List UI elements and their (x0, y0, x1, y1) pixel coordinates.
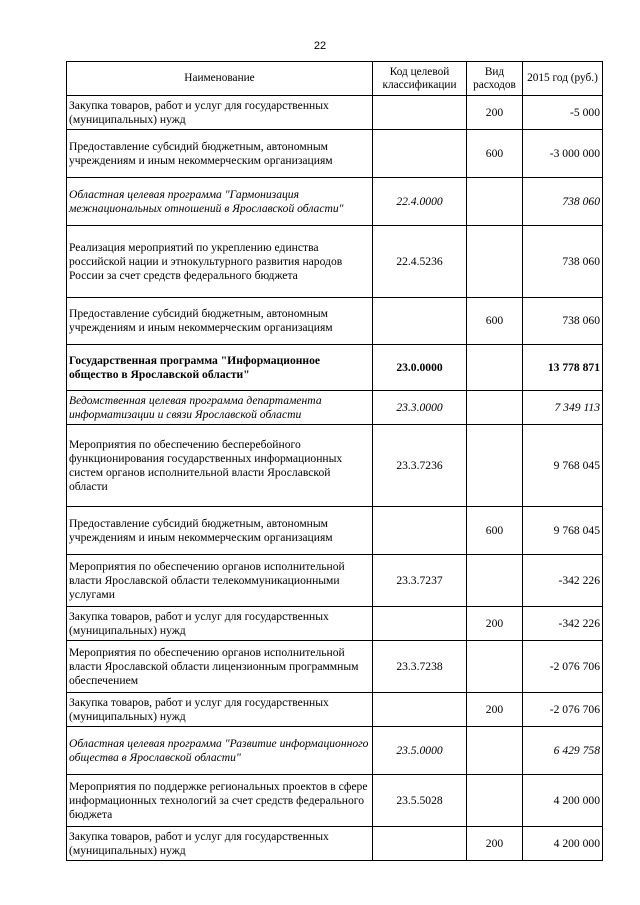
cell-code: 23.5.0000 (373, 727, 467, 775)
table-row (67, 827, 603, 861)
cell-sum: 6 429 758 (523, 727, 603, 775)
cell-sum: 13 778 871 (523, 345, 603, 391)
cell-code (373, 827, 467, 861)
cell-kind: 200 (467, 96, 523, 130)
table-row (67, 727, 603, 775)
table-row (67, 425, 603, 507)
header-code: Код целевой классификации (373, 62, 467, 96)
cell-sum: -2 076 706 (523, 641, 603, 693)
cell-code (373, 298, 467, 345)
table-header-row (67, 62, 603, 96)
table-row (67, 693, 603, 727)
cell-sum: 4 200 000 (523, 827, 603, 861)
cell-sum: -3 000 000 (523, 130, 603, 178)
cell-name: Ведомственная целевая программа департамента информатизации и связи Ярославской области (67, 391, 373, 425)
table-row (67, 507, 603, 555)
cell-sum: 738 060 (523, 178, 603, 226)
cell-name: Предоставление субсидий бюджетным, автономным учреждениям и иным некоммерческим организациям (67, 507, 373, 555)
cell-sum: -2 076 706 (523, 693, 603, 727)
cell-code (373, 693, 467, 727)
cell-code (373, 130, 467, 178)
cell-name: Мероприятия по обеспечению бесперебойного функционирования государственных информационных систем органов исполнительной власти Ярославской области (67, 425, 373, 507)
cell-code: 23.3.0000 (373, 391, 467, 425)
cell-kind: 600 (467, 130, 523, 178)
cell-code (373, 607, 467, 641)
cell-code (373, 96, 467, 130)
cell-kind (467, 727, 523, 775)
table-row (67, 391, 603, 425)
cell-kind (467, 178, 523, 226)
cell-code: 23.3.7238 (373, 641, 467, 693)
cell-name: Государственная программа "Информационное общество в Ярославской области" (67, 345, 373, 391)
cell-sum: -5 000 (523, 96, 603, 130)
table-row (67, 607, 603, 641)
cell-sum: 9 768 045 (523, 507, 603, 555)
cell-code: 23.3.7237 (373, 555, 467, 607)
cell-name: Закупка товаров, работ и услуг для государственных (муниципальных) нужд (67, 827, 373, 861)
table-row (67, 555, 603, 607)
cell-code: 23.5.5028 (373, 775, 467, 827)
cell-kind (467, 391, 523, 425)
cell-name: Закупка товаров, работ и услуг для государственных (муниципальных) нужд (67, 607, 373, 641)
cell-sum: 4 200 000 (523, 775, 603, 827)
cell-code: 22.4.5236 (373, 226, 467, 298)
cell-sum: -342 226 (523, 607, 603, 641)
table-row (67, 96, 603, 130)
cell-kind: 200 (467, 693, 523, 727)
budget-table (66, 61, 603, 861)
cell-name: Предоставление субсидий бюджетным, автономным учреждениям и иным некоммерческим организациям (67, 298, 373, 345)
cell-kind: 200 (467, 607, 523, 641)
header-sum: 2015 год (руб.) (523, 62, 603, 96)
cell-kind (467, 555, 523, 607)
cell-name: Мероприятия по обеспечению органов исполнительной власти Ярославской области телекоммуникационными услугами (67, 555, 373, 607)
cell-kind: 200 (467, 827, 523, 861)
cell-name: Мероприятия по поддержке региональных проектов в сфере информационных технологий за счет средств федерального бюджета (67, 775, 373, 827)
header-name: Наименование (67, 62, 373, 96)
cell-kind: 600 (467, 298, 523, 345)
cell-name: Мероприятия по обеспечению органов исполнительной власти Ярославской области лицензионным программным обеспечением (67, 641, 373, 693)
cell-code (373, 507, 467, 555)
cell-name: Реализация мероприятий по укреплению единства российской нации и этнокультурного развития народов России за счет средств федерального бюджета (67, 226, 373, 298)
cell-name: Закупка товаров, работ и услуг для государственных (муниципальных) нужд (67, 693, 373, 727)
table-row (67, 641, 603, 693)
cell-sum: 738 060 (523, 226, 603, 298)
cell-kind (467, 641, 523, 693)
cell-name: Закупка товаров, работ и услуг для государственных (муниципальных) нужд (67, 96, 373, 130)
cell-kind (467, 775, 523, 827)
cell-sum: 9 768 045 (523, 425, 603, 507)
cell-name: Областная целевая программа "Гармонизация межнациональных отношений в Ярославской области" (67, 178, 373, 226)
cell-code: 22.4.0000 (373, 178, 467, 226)
header-kind: Вид расходов (467, 62, 523, 96)
table-row (67, 775, 603, 827)
table-row (67, 130, 603, 178)
cell-sum: 7 349 113 (523, 391, 603, 425)
cell-kind (467, 345, 523, 391)
table-row (67, 298, 603, 345)
cell-code: 23.3.7236 (373, 425, 467, 507)
cell-code: 23.0.0000 (373, 345, 467, 391)
table-row (67, 345, 603, 391)
page-number: 22 (313, 40, 327, 52)
table-row (67, 226, 603, 298)
cell-name: Предоставление субсидий бюджетным, автономным учреждениям и иным некоммерческим организациям (67, 130, 373, 178)
cell-kind (467, 226, 523, 298)
cell-kind: 600 (467, 507, 523, 555)
cell-sum: -342 226 (523, 555, 603, 607)
cell-sum: 738 060 (523, 298, 603, 345)
cell-name: Областная целевая программа "Развитие информационного общества в Ярославской области" (67, 727, 373, 775)
table-row (67, 178, 603, 226)
cell-kind (467, 425, 523, 507)
